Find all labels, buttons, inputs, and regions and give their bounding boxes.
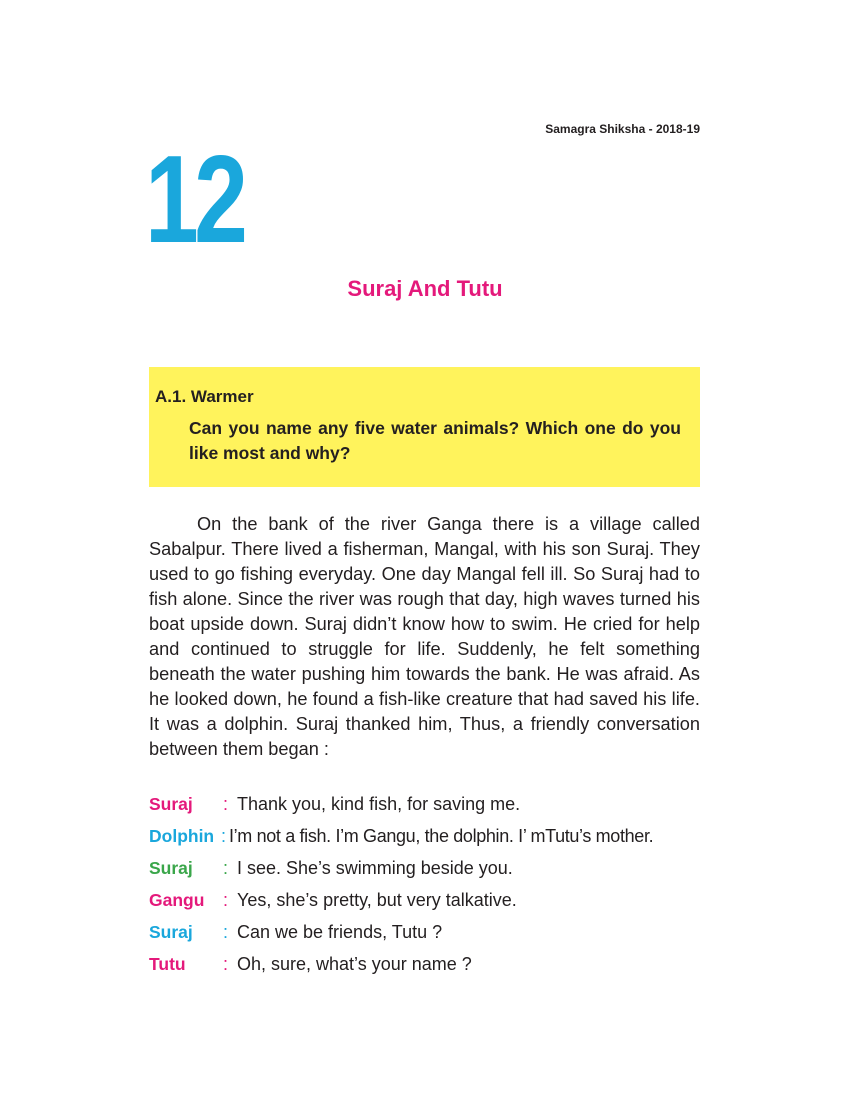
dialogue-line bbox=[149, 954, 719, 986]
chapter-number: 12 bbox=[145, 131, 244, 269]
dialogue-line bbox=[149, 858, 719, 890]
dialogue-speaker: Suraj bbox=[149, 922, 193, 942]
dialogue-colon: : bbox=[223, 794, 229, 814]
dialogue-text: I’m not a fish. I’m Gangu, the dolphin. I’ mTutu’s mother. bbox=[229, 826, 654, 846]
dialogue-text: Oh, sure, what’s your name ? bbox=[237, 954, 472, 974]
dialogue-speaker: Suraj bbox=[149, 858, 193, 878]
warmer-heading: A.1. Warmer bbox=[155, 387, 254, 406]
dialogue-text: Thank you, kind fish, for saving me. bbox=[237, 794, 521, 814]
chapter-title bbox=[0, 276, 850, 302]
dialogue-text: I see. She’s swimming beside you. bbox=[237, 858, 513, 878]
dialogue-colon: : bbox=[223, 890, 229, 910]
dialogue-line bbox=[149, 794, 719, 826]
dialogue-speaker: Dolphin bbox=[149, 826, 215, 846]
chapter-title-text: Suraj And Tutu bbox=[347, 276, 503, 301]
dialogue-speaker: Suraj bbox=[149, 794, 193, 814]
page-header: Samagra Shiksha - 2018-19 bbox=[545, 122, 700, 136]
dialogue-colon: : bbox=[223, 954, 229, 974]
warmer-question: Can you name any five water animals? Which one do you like most and why? bbox=[189, 418, 681, 463]
dialogue-text: Yes, she’s pretty, but very talkative. bbox=[237, 890, 517, 910]
dialogue-line bbox=[149, 826, 719, 858]
dialogue-colon: : bbox=[221, 826, 227, 846]
dialogue bbox=[149, 794, 719, 986]
dialogue-line bbox=[149, 890, 719, 922]
story-paragraph: On the bank of the river Ganga there is a village called Sabalpur. There lived a fisherman, Mangal, with his son Suraj. They used to go fishing everyday. One day Mangal fell ill. So Suraj had to fish alone. Since the river was rough that day, high waves turned his boat upside down. Suraj didn’t know how to swim. He cried for help and continued to struggle for life. Suddenly, he felt something beneath the water pushing him towards the bank. He was afraid. As he looked down, he found a fish-like creature that had saved his life. It was a dolphin. Suraj thanked him, Thus, a friendly conversation between them began : bbox=[149, 514, 700, 759]
dialogue-text: Can we be friends, Tutu ? bbox=[237, 922, 443, 942]
dialogue-speaker: Gangu bbox=[149, 890, 205, 910]
dialogue-colon: : bbox=[223, 858, 229, 878]
warmer-box bbox=[149, 367, 700, 487]
dialogue-speaker: Tutu bbox=[149, 954, 186, 974]
dialogue-colon: : bbox=[223, 922, 229, 942]
dialogue-line bbox=[149, 922, 719, 954]
